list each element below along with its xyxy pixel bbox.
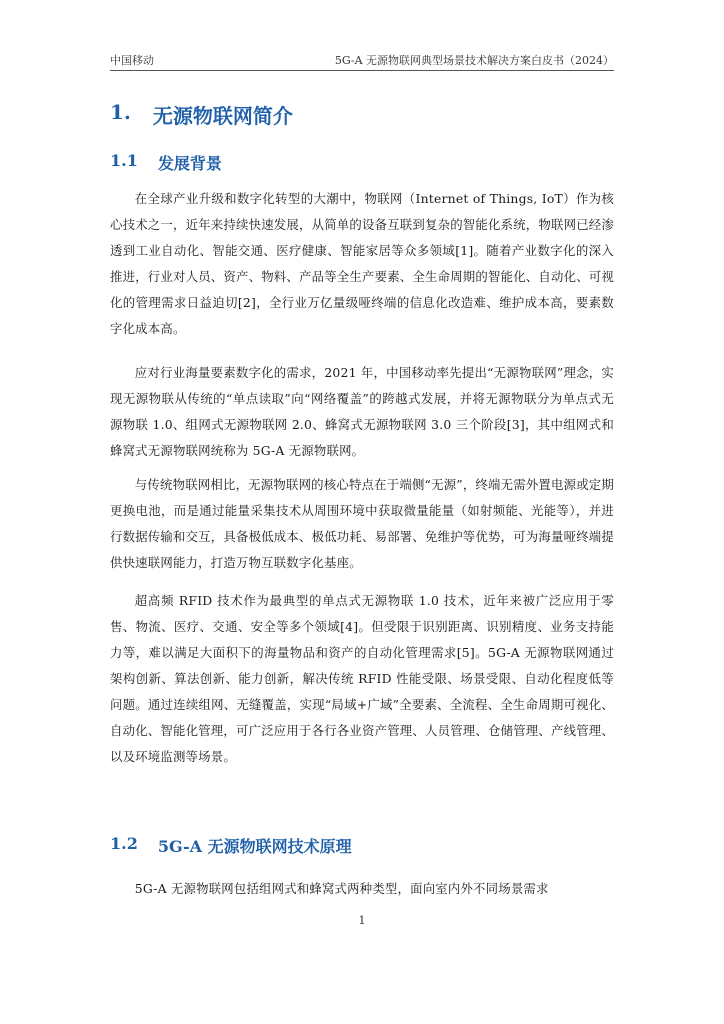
section-title: 5G-A 无源物联网技术原理 xyxy=(157,837,352,856)
paragraph-3: 与传统物联网相比，无源物联网的核心特点在于端侧“无源”，终端无需外置电源或定期更换电池，而是通过能量采集技术从周围环境中获取微量能量（如射频能、光能等），并进行数据传输和交互，具备极低成本、极低功耗、易部署、免维护等优势，可为海量哑终端提供快速联网能力，打造万物互联数字化基座。 xyxy=(110,477,614,570)
page-header xyxy=(110,52,614,68)
chapter-number: 1. xyxy=(110,100,131,124)
paragraph-4: 超高频 RFID 技术作为最典型的单点式无源物联 1.0 技术，近年来被广泛应用于零售、物流、医疗、交通、安全等多个领域[4]。但受限于识别距离、识别精度、业务支持能力等，难以满足大面积下的海量物品和资产的自动化管理需求[5]。5G-A 无源物联网通过架构创新、算法创新、能力创新，解决传统 RFID 性能受限、场景受限、自动化程度低等问题。通过连续组网、无缝覆盖，实现“局域+广域”全要素、全流程、全生命周期可视化、自动化、智能化管理，可广泛应用于各行各业资产管理、人员管理、仓储管理、产线管理、以及环境监测等场景。 xyxy=(110,593,614,764)
page-number: 1 xyxy=(358,914,366,927)
header-left-text: 中国移动 xyxy=(110,54,154,67)
header-divider xyxy=(110,70,614,71)
header-right-text: 5G-A 无源物联网典型场景技术解决方案白皮书（2024） xyxy=(334,54,614,67)
chapter-title: 无源物联网简介 xyxy=(152,104,293,128)
chapter-heading xyxy=(110,100,293,129)
paragraph-2: 应对行业海量要素数字化的需求，2021 年，中国移动率先提出“无源物联网”理念，实现无源物联从传统的“单点读取”向“网络覆盖”的跨越式发展，并将无源物联分为单点式无源物联 1.0、组网式无源物联网 2.0、蜂窝式无源物联网 3.0 三个阶段[3]，其中组网式和蜂窝式无源物联网统称为 5G-A 无源物联网。 xyxy=(110,365,614,458)
section-heading-1-1 xyxy=(110,151,222,174)
section-heading-1-2 xyxy=(110,834,352,857)
section-number: 1.2 xyxy=(110,834,138,853)
section-number: 1.1 xyxy=(110,151,138,170)
section-title: 发展背景 xyxy=(157,154,222,173)
paragraph-5: 5G-A 无源物联网包括组网式和蜂窝式两种类型，面向室内外不同场景需求 xyxy=(134,881,549,896)
paragraph-1: 在全球产业升级和数字化转型的大潮中，物联网（Internet of Things, IoT）作为核心技术之一，近年来持续快速发展，从简单的设备互联到复杂的智能化系统，物联网已经渗透到工业自动化、智能交通、医疗健康、智能家居等众多领域[1]。随着产业数字化的深入推进，行业对人员、资产、物料、产品等全生产要素、全生命周期的智能化、自动化、可视化的管理需求日益迫切[2]，全行业万亿量级哑终端的信息化改造难、维护成本高，要素数字化成本高。 xyxy=(110,191,614,336)
